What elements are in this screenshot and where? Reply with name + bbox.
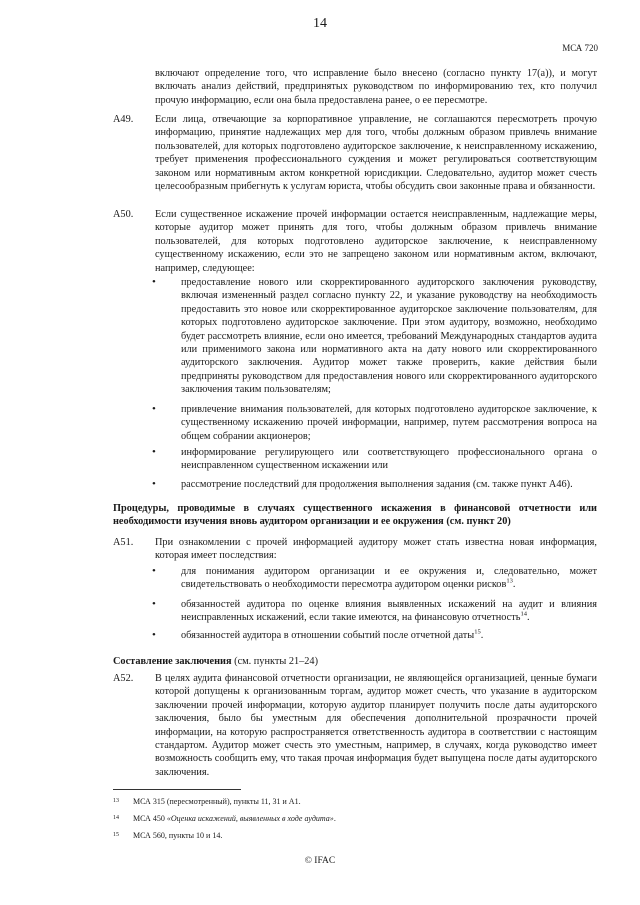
footnote xyxy=(113,814,597,824)
bullet-text: обязанностей аудитора в отношении событий после отчетной даты xyxy=(181,630,475,641)
list-item xyxy=(113,629,597,642)
a50-bullet-list xyxy=(113,446,597,473)
section-heading xyxy=(113,655,597,668)
footnote xyxy=(113,797,597,807)
footnote-ref: 13 xyxy=(506,577,513,585)
bullet-end: . xyxy=(526,612,530,624)
paragraph-a51 xyxy=(113,536,597,563)
footnote-ref: 15 xyxy=(474,628,481,636)
a50-bullet-list xyxy=(113,478,597,491)
page-number: 14 xyxy=(313,16,327,31)
bullet-text: для понимания аудитором организации и ее окружения и, следовательно, может свидетельствовать о необходимости пересмотра аудитором оценки рисков xyxy=(181,566,597,591)
footnote-number: 13 xyxy=(113,798,119,804)
footnote-title: «Оценка искажений, выявленных в ходе аудита» xyxy=(166,814,334,823)
section-heading: Процедуры, проводимые в случаях существенного искажения в финансовой отчетности или необходимости изучения вновь аудитором организации и ее окружения (см. пункт 20) xyxy=(113,503,597,528)
list-item xyxy=(113,565,597,592)
paragraph-a49 xyxy=(113,113,597,193)
bullet-end: . xyxy=(512,579,516,591)
list-item: • привлечение внимания пользователей, для которых подготовлено аудиторское заключение, к существенному искажению прочей информации, например, путем рассмотрения вопроса на общем собрании акционеров; xyxy=(113,403,597,443)
a51-bullet-list xyxy=(113,598,597,625)
footnote-number: 15 xyxy=(113,832,119,838)
bullet-end: . xyxy=(480,630,484,641)
footnote-divider xyxy=(113,789,241,790)
paragraph-a52 xyxy=(113,672,597,779)
bullet-text: обязанностей аудитора по оценке влияния выявленных искажений на аудит и влияния неисправленных искажений, если такие имеются, на финансовую отчетность xyxy=(181,599,597,624)
footnote xyxy=(113,831,597,841)
intro-text: включают определение того, что исправление было внесено (согласно пункту 17(а)), и могут включать анализ действий, предпринятых руководством по информированию тех, кто получил прочую информацию, если она была предоставлена ранее, о ее пересмотре. xyxy=(155,68,597,106)
paragraph-number: A52. xyxy=(113,673,134,684)
paragraph-text: При ознакомлении с прочей информацией аудитору может стать известна новая информация, которая имеет последствия: xyxy=(155,537,597,562)
a50-bullet-list xyxy=(113,276,597,397)
standard-code: МСА 720 xyxy=(562,43,598,53)
a51-bullet-list xyxy=(113,565,597,592)
section-heading-ref: (см. пункты 21–24) xyxy=(231,656,318,667)
paragraph-text: В целях аудита финансовой отчетности организации, не являющейся организацией, ценные бумаги которой допущены к организованным торгам, аудитор может счесть, что указание в аудиторском заключении прочей информации, которую аудитор планирует получить после даты аудиторского заключения, было бы уместным для обеспечения дополнительной прозрачности прочей информации, на которую распространяется ответственность аудитора в соответствии с настоящим стандартом. Аудитор может счесть это уместным, например, в случаях, когда руководство имеет возможность сообщить ему, что такая прочая информация будет выпущена после даты аудиторского заключения. xyxy=(155,673,597,778)
footnote-ref: 14 xyxy=(520,610,527,618)
a51-bullet-list xyxy=(113,629,597,642)
footnote-text: МСА 560, пункты 10 и 14. xyxy=(133,831,223,840)
footnote-text: МСА 315 (пересмотренный), пункты 11, 31 и A1. xyxy=(133,797,301,806)
paragraph-a50 xyxy=(113,208,597,275)
footnote-number: 14 xyxy=(113,815,119,821)
paragraph-text: Если лица, отвечающие за корпоративное управление, не соглашаются пересмотреть прочую информацию, принятие надлежащих мер для того, чтобы должным образом привлечь внимание пользователей, для которых подготовлено аудиторское заключение, к неисправленному искажению, требует применения профессионального суждения и может регулироваться соответствующим законом или нормативным актом конкретной юрисдикции. Следовательно, аудитор может счесть целесообразным прибегнуть к услугам юриста, чтобы обсудить свои законные права и обязанности. xyxy=(155,114,597,193)
section-heading-bold: Составление заключения xyxy=(113,656,232,667)
list-item: • предоставление нового или скорректированного аудиторского заключения руководству, включая измененный раздел согласно пункту 22, и указание руководству на необходимость предоставить это новое или скорректированное аудиторское заключение пользователям, для которых подготовлено аудиторское заключение. При этом аудитору, возможно, необходимо будет рассмотреть влияние, если оно имеется, требований Международных стандартов аудита или применимого закона или нормативного акта на дату нового или скорректированного аудиторского заключения. Аудитор может также проверить, какие действия были предприняты руководством для предоставления нового или скорректированного аудиторского заключения таким пользователям; xyxy=(113,276,597,397)
footnote-end: . xyxy=(333,814,336,823)
footnote-text: МСА 450 xyxy=(133,814,167,823)
list-item: • информирование регулирующего или соответствующего профессионального органа о неисправленном существенном искажении или xyxy=(113,446,597,473)
paragraph-text: Если существенное искажение прочей информации остается неисправленным, надлежащие меры, которые аудитор может принять для того, чтобы должным образом привлечь внимание пользователей, для которых подготовлено аудиторское заключение, к неисправленному существенному искажению, если это не запрещено законом или нормативным актом, включают, например, следующее: xyxy=(155,209,597,274)
footnotes xyxy=(113,797,597,848)
paragraph-number: A49. xyxy=(113,114,134,125)
paragraph-number: A50. xyxy=(113,209,134,220)
a50-bullet-list xyxy=(113,403,597,443)
list-item xyxy=(113,598,597,625)
paragraph-number: A51. xyxy=(113,537,134,548)
copyright-footer: © IFAC xyxy=(304,856,336,866)
list-item: • рассмотрение последствий для продолжения выполнения задания (см. также пункт A46). xyxy=(113,478,597,491)
